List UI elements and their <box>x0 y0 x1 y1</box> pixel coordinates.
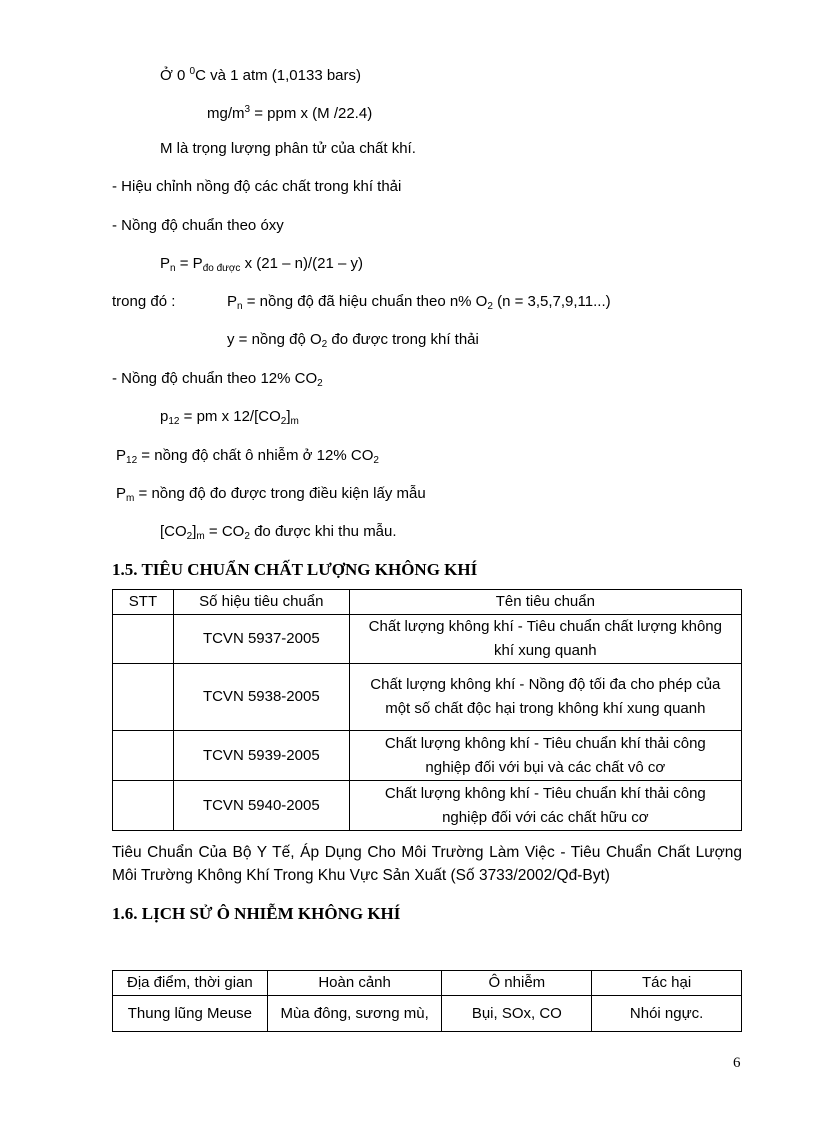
pollution-cell: Bụi, SOx, CO <box>442 996 592 1032</box>
stt-cell <box>113 664 174 731</box>
table-row <box>113 615 742 664</box>
m-description: M là trọng lượng phân tử của chất khí. <box>160 140 416 157</box>
header-harm: Tác hại <box>592 971 742 996</box>
header-pollution: Ô nhiễm <box>442 971 592 996</box>
name-cell: Chất lượng không khí - Tiêu chuẩn khí thải công nghiệp đối với bụi và các chất vô cơ <box>349 731 741 781</box>
pn-formula: $P_n = P_{đo được}$ x (21 – n)/(21 – y) <box>160 255 363 274</box>
place-cell: Thung lũng Meuse <box>113 996 268 1032</box>
table-row <box>113 664 742 731</box>
code-cell: TCVN 5939-2005 <box>173 731 349 781</box>
section-heading-1-6: 1.6. LỊCH SỬ Ô NHIỄM KHÔNG KHÍ <box>112 904 401 923</box>
page-number: 6 <box>733 1055 741 1071</box>
y-definition: y = nồng độ $O_2$ đo được trong khí thải <box>227 331 479 350</box>
stt-cell <box>113 731 174 781</box>
table-row <box>113 781 742 831</box>
context-cell: Mùa đông, sương mù, <box>267 996 442 1032</box>
header-code: Số hiệu tiêu chuẩn <box>173 590 349 615</box>
p12-formula: $p_{12}$ = pm x $12/[CO_2]_m$ <box>160 408 299 427</box>
table-header-row <box>113 971 742 996</box>
table-header-row <box>113 590 742 615</box>
code-cell: TCVN 5940-2005 <box>173 781 349 831</box>
table-row <box>113 996 742 1032</box>
co2m-definition: $[CO_2]_m = CO_2$ đo được khi thu mẫu. <box>160 523 397 542</box>
mg-formula: $mg/m^3$ = ppm x (M /22.4) <box>207 104 373 122</box>
correction-line: - Hiệu chỉnh nồng độ các chất trong khí thải <box>112 178 402 195</box>
code-cell: TCVN 5937-2005 <box>173 615 349 664</box>
name-cell: Chất lượng không khí - Tiêu chuẩn chất lượng không khí xung quanh <box>349 615 741 664</box>
header-name: Tên tiêu chuẩn <box>349 590 741 615</box>
harm-cell: Nhói ngực. <box>592 996 742 1032</box>
conditions-line: Ở 0 $^0$C và 1 atm (1,0133 bars) <box>160 66 362 84</box>
section-heading-1-5: 1.5. TIÊU CHUẨN CHẤT LƯỢNG KHÔNG KHÍ <box>112 560 478 579</box>
name-cell: Chất lượng không khí - Nồng độ tối đa cho phép của một số chất độc hại trong không khí xung quanh <box>349 664 741 731</box>
co2-standard-line: - Nồng độ chuẩn theo 12% $CO_2$ <box>112 370 323 389</box>
name-cell: Chất lượng không khí - Tiêu chuẩn khí thải công nghiệp đối với các chất hữu cơ <box>349 781 741 831</box>
stt-cell <box>113 781 174 831</box>
header-place: Địa điểm, thời gian <box>113 971 268 996</box>
code-cell: TCVN 5938-2005 <box>173 664 349 731</box>
where-label: trong đó : <box>112 293 176 310</box>
table-row <box>113 731 742 781</box>
pm-definition: $P_m$ = nồng độ đo được trong điều kiện lấy mẫu <box>116 485 426 504</box>
P12-definition: $P_{12}$ = nồng độ chất ô nhiễm ở 12% $CO_2$ <box>116 447 379 466</box>
header-stt: STT <box>113 590 174 615</box>
pollution-history-table <box>112 970 742 1032</box>
standards-note: Tiêu Chuẩn Của Bộ Y Tế, Áp Dụng Cho Môi Trường Làm Việc - Tiêu Chuẩn Chất Lượng Môi Trường Không Khí Trong Khu Vực Sản Xuất (Số 3733/2002/Qđ-Byt) <box>112 844 742 884</box>
header-context: Hoàn cảnh <box>267 971 442 996</box>
stt-cell <box>113 615 174 664</box>
oxy-standard-line: - Nồng độ chuẩn theo óxy <box>112 217 284 234</box>
standards-table <box>112 589 742 831</box>
pn-definition: $P_n$ = nồng độ đã hiệu chuẩn theo n% $O_2$ (n = 3,5,7,9,11...) <box>227 293 611 312</box>
